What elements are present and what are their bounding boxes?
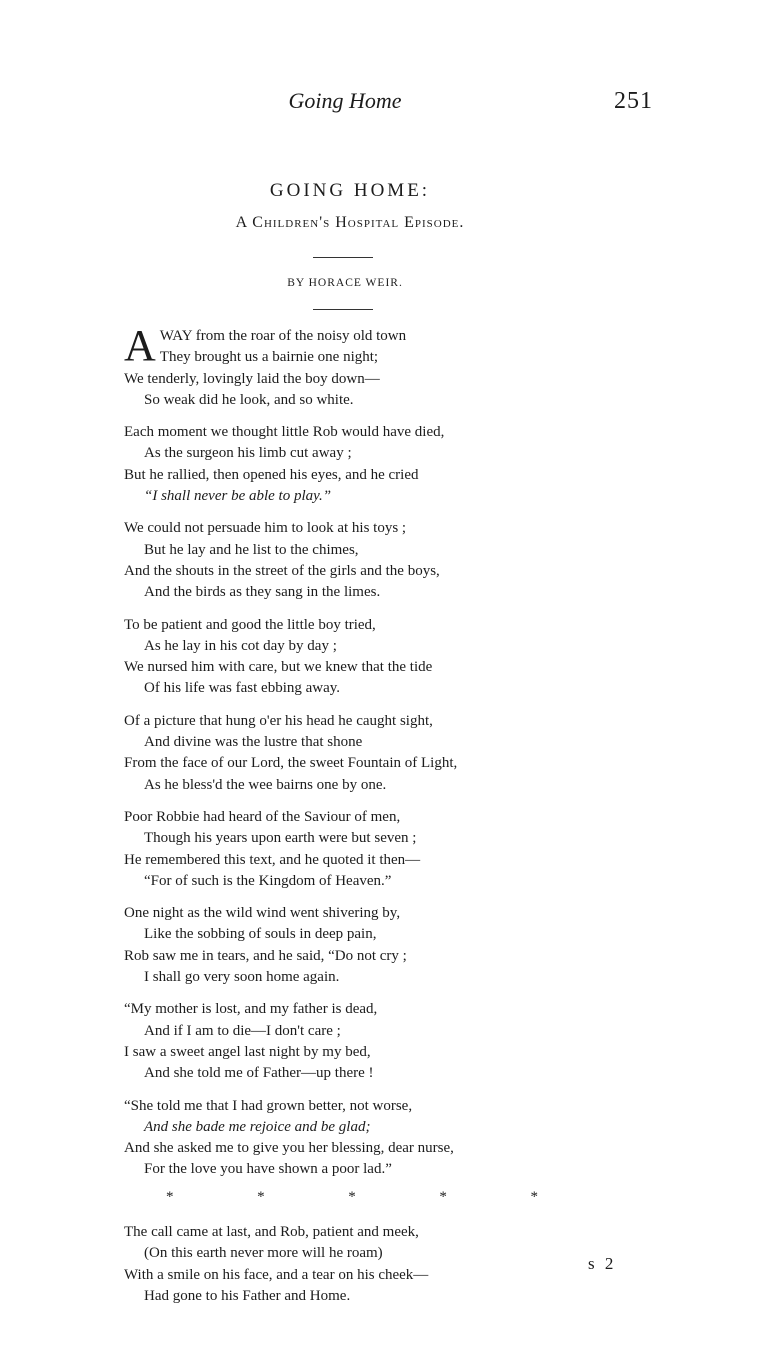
asterisk: * bbox=[530, 1188, 538, 1205]
stanza-9 bbox=[124, 1096, 574, 1181]
byline: BY HORACE WEIR. bbox=[287, 277, 403, 289]
poem-line: Had gone to his Father and Home. bbox=[144, 1287, 351, 1304]
stanza-6 bbox=[124, 807, 574, 892]
running-title: Going Home bbox=[288, 88, 402, 113]
asterisk: * bbox=[257, 1188, 265, 1205]
poem-line: “She told me that I had grown better, not worse, bbox=[124, 1097, 413, 1114]
poem-line: I saw a sweet angel last night by my bed, bbox=[124, 1043, 371, 1060]
stanza-7 bbox=[124, 903, 574, 988]
poem-body bbox=[124, 321, 574, 1318]
poem-line: Rob saw me in tears, and he said, “Do not cry ; bbox=[124, 947, 407, 964]
poem-line: But he rallied, then opened his eyes, and he cried bbox=[124, 466, 419, 483]
asterisk: * bbox=[439, 1188, 447, 1205]
stanza-4 bbox=[124, 615, 574, 700]
poem-line: And she told me of Father—up there ! bbox=[144, 1065, 374, 1082]
poem-line: With a smile on his face, and a tear on his cheek— bbox=[124, 1266, 429, 1283]
poem-line: And she asked me to give you her blessing, dear nurse, bbox=[124, 1140, 454, 1157]
stanza-8 bbox=[124, 999, 574, 1084]
divider-rule-top bbox=[313, 257, 373, 258]
poem-line: WAY from the roar of the noisy old town bbox=[159, 328, 407, 344]
final-stanza bbox=[124, 1222, 574, 1307]
page-number: 251 bbox=[614, 88, 653, 114]
poem-line: We could not persuade him to look at his toys ; bbox=[124, 520, 407, 537]
poem-line: For the love you have shown a poor lad.” bbox=[144, 1161, 392, 1178]
poem-line: “My mother is lost, and my father is dead, bbox=[124, 1001, 378, 1018]
poem-line: We nursed him with care, but we knew that the tide bbox=[124, 659, 433, 676]
poem-line: Of his life was fast ebbing away. bbox=[144, 680, 341, 697]
poem-title: GOING HOME: bbox=[269, 180, 431, 201]
running-head bbox=[0, 88, 784, 118]
divider-rule-bottom bbox=[313, 309, 373, 310]
poem-line: So weak did he look, and so white. bbox=[144, 391, 354, 408]
poem-subtitle: A Children's Hospital Episode. bbox=[235, 214, 465, 231]
poem-line: Though his years upon earth were but seven ; bbox=[144, 830, 417, 847]
poem-line: To be patient and good the little boy tried, bbox=[124, 616, 376, 633]
poem-line: And the shouts in the street of the girls and the boys, bbox=[124, 562, 440, 579]
poem-line: Like the sobbing of souls in deep pain, bbox=[144, 926, 377, 943]
poem-line: And divine was the lustre that shone bbox=[144, 734, 363, 751]
poem-line: And she bade me rejoice and be glad; bbox=[144, 1118, 371, 1135]
stanza-1 bbox=[124, 321, 574, 411]
poem-line: But he lay and he list to the chimes, bbox=[144, 541, 359, 558]
poem-line: One night as the wild wind went shivering by, bbox=[124, 905, 401, 922]
poem-line: And the birds as they sang in the limes. bbox=[144, 584, 381, 601]
poem-line: They brought us a bairnie one night; bbox=[159, 349, 379, 366]
poem-line: As he bless'd the wee bairns one by one. bbox=[144, 776, 387, 793]
poem-line: He remembered this text, and he quoted it then— bbox=[124, 851, 421, 868]
poem-line: Of a picture that hung o'er his head he caught sight, bbox=[124, 712, 433, 729]
poem-line: “I shall never be able to play.” bbox=[144, 488, 332, 505]
stanza-5 bbox=[124, 711, 574, 796]
poem-line: “For of such is the Kingdom of Heaven.” bbox=[144, 872, 392, 889]
poem-line: As the surgeon his limb cut away ; bbox=[144, 445, 352, 462]
poem-line: And if I am to die—I don't care ; bbox=[144, 1022, 341, 1039]
poem-line: From the face of our Lord, the sweet Fountain of Light, bbox=[124, 755, 458, 772]
poem-line: Poor Robbie had heard of the Saviour of men, bbox=[124, 808, 401, 825]
drop-cap: A bbox=[124, 321, 156, 370]
poem-line: The call came at last, and Rob, patient and meek, bbox=[124, 1223, 419, 1240]
poem-line: (On this earth never more will he roam) bbox=[144, 1245, 383, 1262]
signature-mark: s 2 bbox=[588, 1254, 617, 1273]
asterisk: * bbox=[166, 1188, 174, 1205]
section-break-asterisks bbox=[166, 1187, 538, 1208]
stanza-2 bbox=[124, 422, 574, 507]
stanza-3 bbox=[124, 518, 574, 603]
poem-line: Each moment we thought little Rob would have died, bbox=[124, 424, 445, 441]
poem-line: We tenderly, lovingly laid the boy down— bbox=[124, 370, 380, 387]
asterisk: * bbox=[348, 1188, 356, 1205]
poem-line: As he lay in his cot day by day ; bbox=[144, 637, 337, 654]
poem-line: I shall go very soon home again. bbox=[144, 969, 340, 986]
